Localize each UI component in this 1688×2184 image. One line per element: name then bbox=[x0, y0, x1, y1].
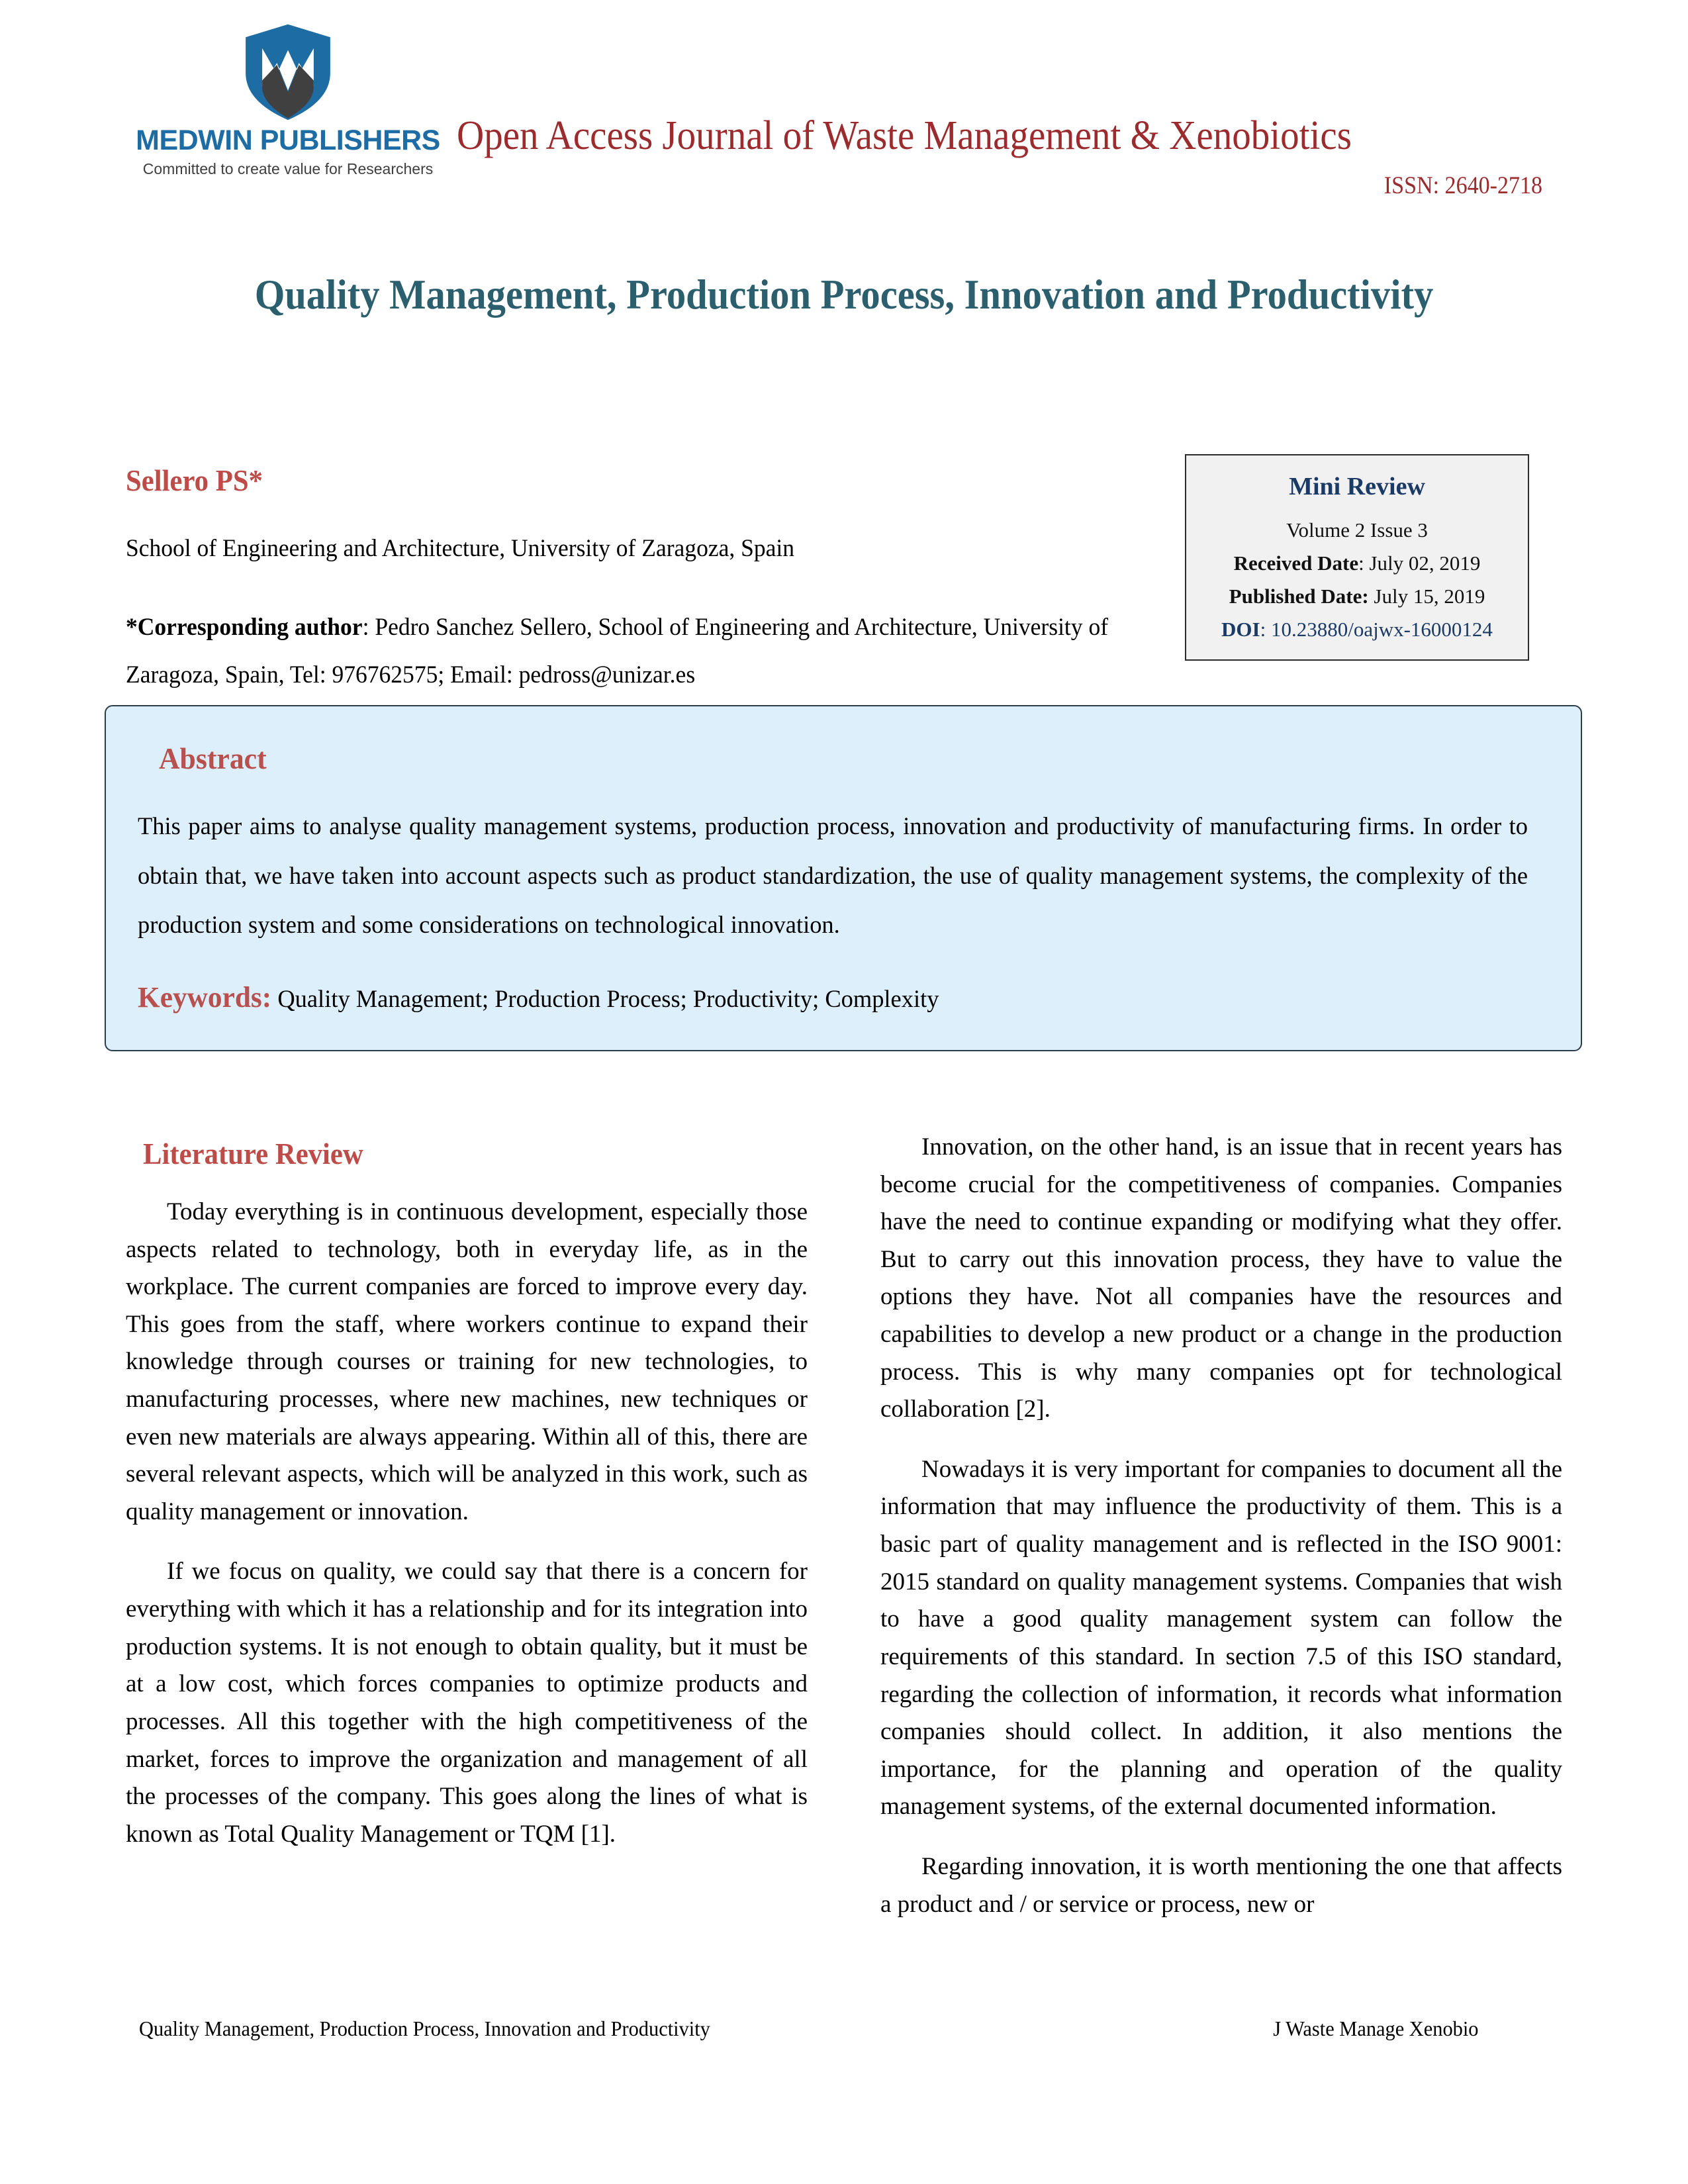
article-info-box bbox=[1185, 454, 1529, 661]
paragraph: If we focus on quality, we could say that there is a concern for everything with which it has a relationship and for its integration into production systems. It is not enough to obtain quality, but it must be at a low cost, which forces companies to optimize products and processes. All this together with the high competitiveness of the market, forces to improve the organization and management of all the processes of the company. This goes along the lines of what is known as Total Quality Management or TQM [1]. bbox=[126, 1558, 808, 1848]
journal-title: Open Access Journal of Waste Management & Xenobiotics bbox=[457, 113, 1352, 158]
paragraph: Innovation, on the other hand, is an issue that in recent years has become crucial for the competitiveness of companies. Companies have the need to continue expanding or modifying what they offer. But to carry out this innovation process, they have to value the options they have. Not all companies have the resources and capabilities to develop a new product or a change in the production process. This is why many companies opt for technological collaboration [2]. bbox=[880, 1133, 1562, 1423]
page-header bbox=[0, 23, 1688, 199]
footer-article-title: Quality Management, Production Process, Innovation and Productivity bbox=[139, 2017, 710, 2040]
page-title: Quality Management, Production Process, Innovation and Productivity bbox=[254, 271, 1434, 318]
medwin-shield-icon bbox=[238, 23, 338, 122]
author-name: Sellero PS* bbox=[126, 464, 263, 497]
corresponding-author-label: *Corresponding author bbox=[126, 613, 363, 641]
column-right bbox=[880, 1129, 1562, 1946]
volume-issue: Volume 2 Issue 3 bbox=[1286, 518, 1428, 542]
section-heading-literature-review: Literature Review bbox=[143, 1137, 363, 1170]
received-date bbox=[1196, 547, 1519, 580]
paragraph: Regarding innovation, it is worth mentioning the one that affects a product and / or service or process, new or bbox=[880, 1852, 1562, 1918]
journal-issn: ISSN: 2640-2718 bbox=[1383, 172, 1542, 199]
keywords-value: Quality Management; Production Process; Productivity; Complexity bbox=[271, 986, 939, 1014]
paragraph: Today everything is in continuous development, especially those aspects related to technology, both in everyday life, as in the workplace. The current companies are forced to improve every day. This goes from the staff, where workers continue to expand their knowledge through courses or training for new technologies, to manufacturing processes, where new machines, new techniques or even new materials are always appearing. Within all of this, there are several relevant aspects, which will be analyzed in this work, such as quality management or innovation. bbox=[126, 1198, 808, 1525]
published-date-label: Published Date: bbox=[1229, 584, 1369, 608]
page-footer bbox=[139, 2017, 1479, 2041]
published-date bbox=[1196, 580, 1519, 613]
keywords bbox=[138, 976, 1528, 1020]
author-affiliation: School of Engineering and Architecture, University of Zaragoza, Spain bbox=[126, 535, 795, 562]
column-left bbox=[126, 1129, 808, 1875]
paragraph: Nowadays it is very important for companies to document all the information that may influence the productivity of them. This is a basic part of quality management and is reflected in the ISO 9001: 2015 standard on quality management systems. Companies that wish to have a good quality management system can follow the requirements of this standard. In section 7.5 of this ISO standard, regarding the collection of information, it records what information companies should collect. In addition, it also mentions the importance, for the planning and operation of the quality management systems, of the external documented information. bbox=[880, 1455, 1562, 1821]
doi-label: DOI bbox=[1221, 618, 1260, 641]
footer-journal-abbrev: J Waste Manage Xenobio bbox=[1273, 2017, 1479, 2040]
published-date-value: July 15, 2019 bbox=[1368, 584, 1485, 608]
received-date-value: : July 02, 2019 bbox=[1358, 551, 1481, 575]
keywords-label: Keywords: bbox=[138, 981, 272, 1014]
article-type-badge: Mini Review bbox=[1289, 473, 1425, 500]
received-date-label: Received Date bbox=[1233, 551, 1359, 575]
doi[interactable] bbox=[1196, 613, 1519, 646]
corresponding-author-details: : Pedro Sanchez Sellero, School of Engineering and Architecture, University of Zaragoza, Spain, Tel: 976762575; Email: pedross@unizar.es bbox=[126, 613, 1109, 688]
publisher-logo bbox=[136, 23, 440, 178]
doi-value: : 10.23880/oajwx-16000124 bbox=[1260, 618, 1493, 641]
author-block bbox=[126, 463, 1165, 699]
abstract-heading: Abstract bbox=[159, 741, 267, 775]
corresponding-author bbox=[126, 604, 1123, 699]
abstract-text: This paper aims to analyse quality management systems, production process, innovation and productivity of manufacturing firms. In order to obtain that, we have taken into account aspects such as product standardization, the use of quality management systems, the complexity of the production system and some considerations on technological innovation. bbox=[138, 813, 1528, 939]
publisher-name: MEDWIN PUBLISHERS bbox=[136, 124, 440, 156]
abstract-box bbox=[105, 705, 1582, 1051]
publisher-tagline: Committed to create value for Researchers bbox=[142, 160, 434, 177]
article-body bbox=[126, 1129, 1562, 1917]
